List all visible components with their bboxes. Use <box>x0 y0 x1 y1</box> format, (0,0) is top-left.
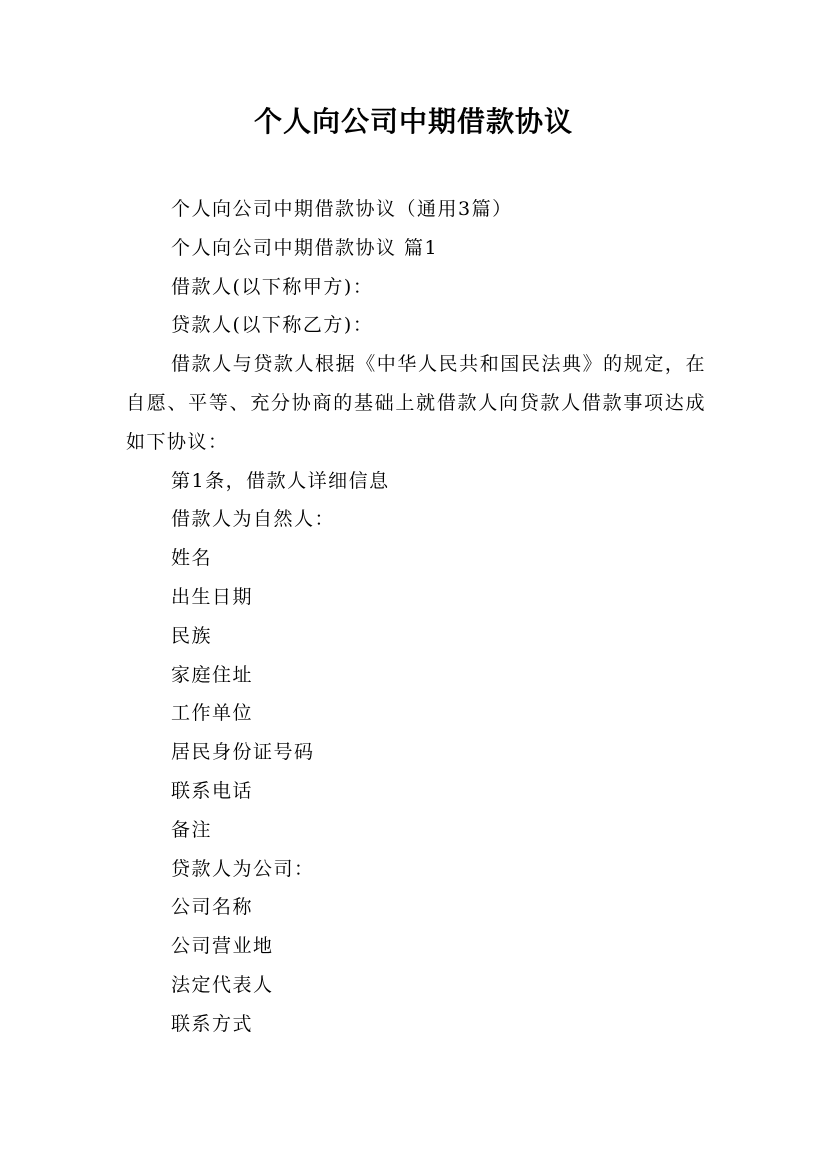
field-ethnicity: 民族 <box>171 624 213 647</box>
paragraph-lender-company: 贷款人为公司： <box>171 857 315 880</box>
field-phone: 联系电话 <box>171 779 254 802</box>
field-name: 姓名 <box>171 547 213 570</box>
field-company-location: 公司营业地 <box>171 935 274 958</box>
document-body <box>126 190 706 1044</box>
paragraph-series-title: 个人向公司中期借款协议（通用3篇） <box>171 198 513 220</box>
field-employer: 工作单位 <box>171 702 254 725</box>
field-company-name: 公司名称 <box>171 896 254 919</box>
field-birth-date: 出生日期 <box>171 585 254 608</box>
field-contact-method: 联系方式 <box>171 1012 254 1035</box>
paragraph-chapter-heading: 个人向公司中期借款协议 篇1 <box>171 236 439 259</box>
field-legal-representative: 法定代表人 <box>171 973 274 996</box>
document-title: 个人向公司中期借款协议 <box>253 105 573 138</box>
paragraph-borrower-natural-person: 借款人为自然人： <box>171 508 336 531</box>
field-id-number: 居民身份证号码 <box>171 741 315 764</box>
paragraph-article-1: 第1条，借款人详细信息 <box>171 469 390 492</box>
paragraph-lender-party: 贷款人(以下称乙方)： <box>171 314 374 337</box>
paragraph-borrower-party: 借款人(以下称甲方)： <box>171 275 374 298</box>
field-remarks: 备注 <box>171 818 213 841</box>
paragraph-agreement-preamble: 借款人与贷款人根据《中华人民共和国民法典》的规定，在自愿、平等、充分协商的基础上就借款人向贷款人借款事项达成如下协议： <box>126 353 706 453</box>
field-home-address: 家庭住址 <box>171 663 254 686</box>
